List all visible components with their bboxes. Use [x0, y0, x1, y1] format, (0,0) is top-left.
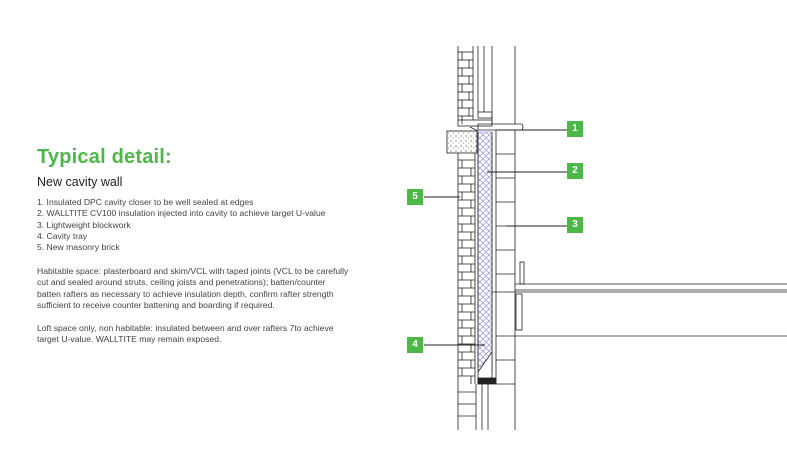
- walltite-insulation: [478, 132, 492, 372]
- callout-5: 5: [407, 189, 423, 205]
- floor-structure: [492, 262, 787, 336]
- callout-2: 2: [567, 163, 583, 179]
- outer-brick-leaf: [458, 153, 475, 384]
- note-line: batten rafters as necessary to achieve insulation depth, confirm rafter strength: [37, 288, 334, 299]
- inner-blockwork: [496, 130, 515, 384]
- upper-frame: [458, 46, 523, 130]
- callout-4: 4: [407, 337, 423, 353]
- upper-brick-leaf: [458, 46, 473, 124]
- note-line: sufficient to receive counter battening and boarding if required.: [37, 299, 275, 310]
- list-item: 1. Insulated DPC cavity closer to be well sealed at edges: [37, 197, 254, 207]
- note-line: Loft space only, non habitable: insulated between and over rafters 7to achieve: [37, 323, 334, 333]
- page-subtitle: New cavity wall: [37, 175, 123, 189]
- callout-1: 1: [567, 121, 583, 137]
- note-line: Habitable space: plasterboard and skim/VCL with taped joints (VCL to be carefully: [37, 266, 349, 276]
- list-item: 5. New masonry brick: [37, 242, 120, 253]
- list-item: 2. WALLTITE CV100 insulation injected into cavity to achieve target U-value: [37, 208, 326, 219]
- upper-brick-courses: [458, 52, 473, 124]
- callout-3: 3: [567, 217, 583, 233]
- lower-detail: [458, 352, 515, 430]
- list-item: 4. Cavity tray: [37, 230, 88, 241]
- note-line: target U-value. WALLTITE may remain exposed.: [37, 334, 222, 345]
- leader-lines: [424, 130, 567, 345]
- page-title: Typical detail:: [37, 146, 172, 168]
- outer-brick-courses: [458, 160, 475, 384]
- concrete-lintel: [447, 131, 477, 153]
- list-item: 3. Lightweight blockwork: [37, 219, 131, 230]
- note-line: cut and sealed around struts, ceiling joists and penetrations); batten/counter: [37, 277, 326, 288]
